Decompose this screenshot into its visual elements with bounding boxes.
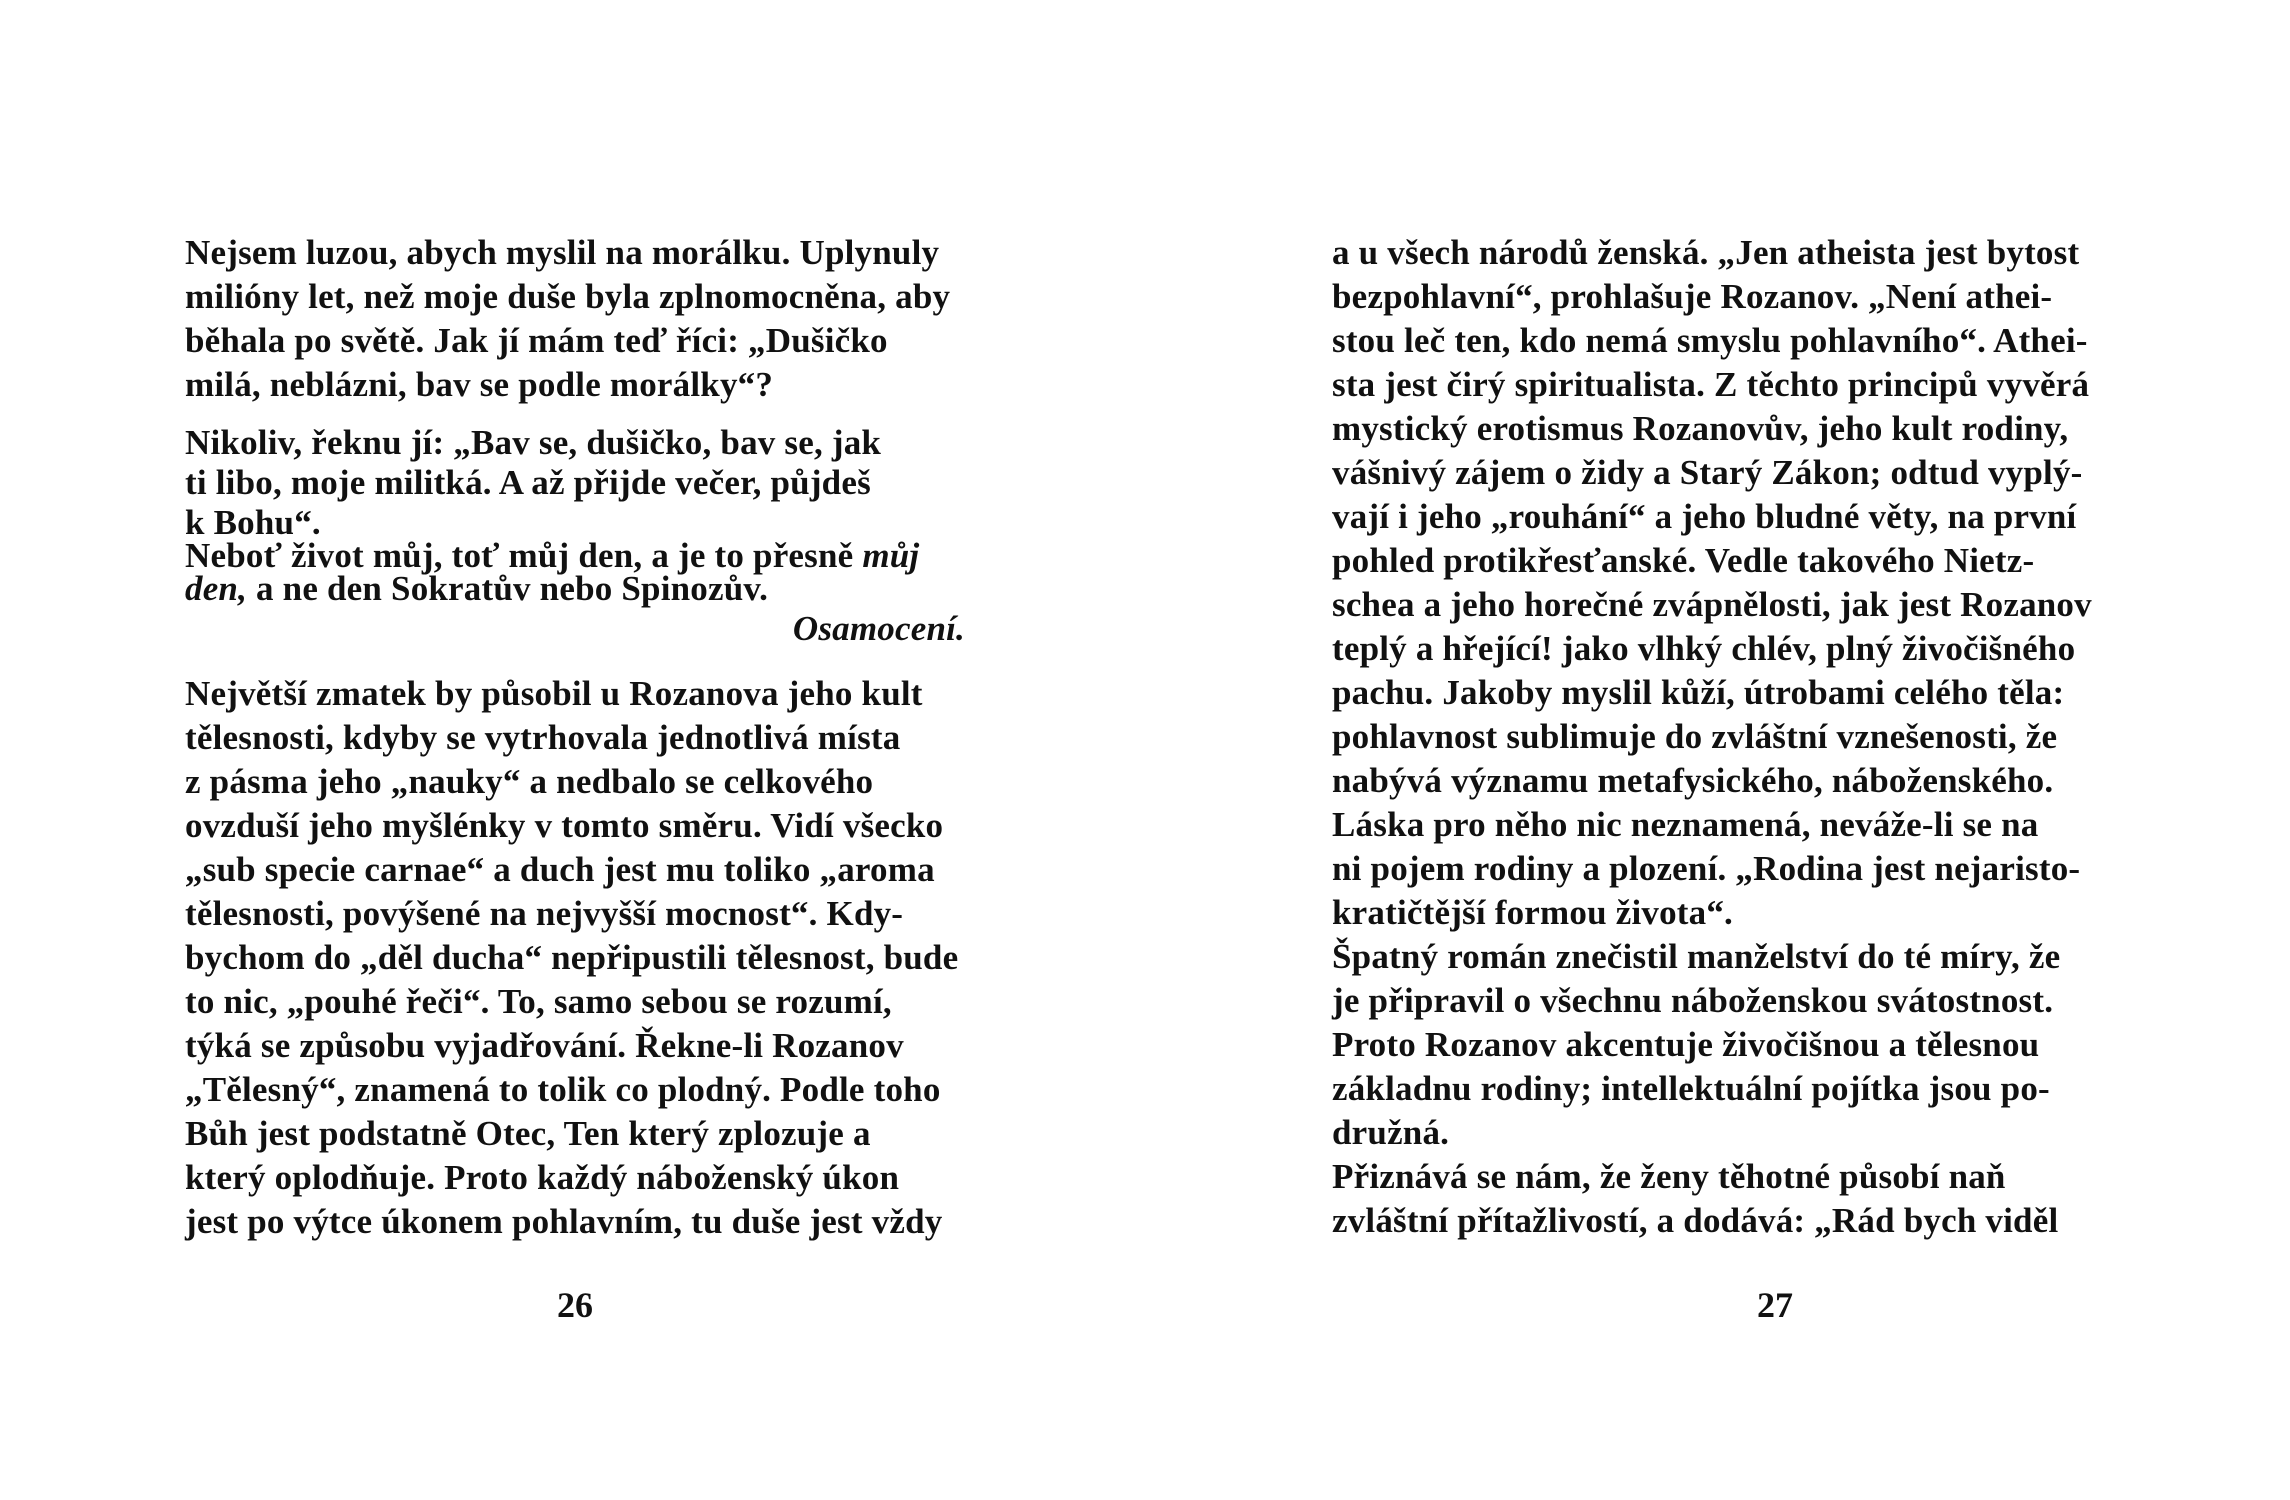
text-line: družná. — [1332, 1113, 1450, 1152]
text-line: ovzduší jeho myšlénky v tomto směru. Vidí všecko — [185, 806, 944, 845]
text-line: bychom do „děl ducha“ nepřipustili tělesnost, bude — [185, 938, 959, 977]
text-line: Bůh jest podstatně Otec, Ten který zplozuje a — [185, 1114, 871, 1153]
text-line: ti libo, moje militká. A až přijde večer, půjdeš — [185, 463, 871, 502]
text-line: a u všech národů ženská. „Jen atheista jest bytost — [1332, 233, 2080, 272]
text-segment: a ne den Sokratův nebo Spinozův. — [247, 569, 769, 608]
text-line: stou leč ten, kdo nemá smyslu pohlavního“. Athei- — [1332, 321, 2088, 360]
text-line: schea a jeho horečné zvápnělosti, jak jest Rozanov — [1332, 585, 2092, 624]
text-line: milióny let, než moje duše byla zplnomocněna, aby — [185, 277, 951, 316]
text-line: kratičtější formou života“. — [1332, 893, 1733, 932]
text-segment: Neboť život můj, toť můj den, a je to přesně — [185, 536, 863, 575]
text-line: je připravil o všechnu náboženskou svátostnost. — [1332, 981, 2054, 1020]
text-line — [185, 567, 768, 611]
text-line: týká se způsobu vyjadřování. Řekne-li Rozanov — [185, 1026, 904, 1065]
page-number: 27 — [1757, 1285, 1793, 1325]
page-number: 26 — [557, 1285, 593, 1325]
text-line: Proto Rozanov akcentuje živočišnou a tělesnou — [1332, 1025, 2040, 1064]
emphasis-word: můj — [862, 536, 920, 575]
text-line: Nikoliv, řeknu jí: „Bav se, dušičko, bav se, jak — [185, 423, 882, 462]
text-line: Přiznává se nám, že ženy těhotné působí naň — [1332, 1157, 2006, 1196]
text-line: Nejsem luzou, abych myslil na morálku. Uplynuly — [185, 233, 940, 272]
text-line: Špatný román znečistil manželství do té míry, že — [1332, 937, 2061, 976]
text-line: k Bohu“. — [185, 503, 321, 542]
text-line: mystický erotismus Rozanovův, jeho kult rodiny, — [1332, 409, 2069, 448]
text-line: pachu. Jakoby myslil kůží, útrobami celého těla: — [1332, 673, 2065, 712]
text-line: vášnivý zájem o židy a Starý Zákon; odtud vyplý- — [1332, 453, 2083, 492]
text-line: ni pojem rodiny a plození. „Rodina jest nejaristo- — [1332, 849, 2081, 888]
text-line: jest po výtce úkonem pohlavním, tu duše jest vždy — [185, 1202, 943, 1241]
text-line: z pásma jeho „nauky“ a nedbalo se celkového — [185, 762, 874, 801]
text-line: základnu rodiny; intellektuální pojítka jsou po- — [1332, 1069, 2050, 1108]
text-line: tělesnosti, kdyby se vytrhovala jednotlivá místa — [185, 718, 901, 757]
text-line: teplý a hřející! jako vlhký chlév, plný živočišného — [1332, 629, 2076, 668]
text-line: sta jest čirý spiritualista. Z těchto principů vyvěrá — [1332, 365, 2090, 404]
text-line: nabývá významu metafysického, náboženského. — [1332, 761, 2054, 800]
text-line: Láska pro něho nic neznamená, neváže-li se na — [1332, 805, 2039, 844]
text-line: tělesnosti, povýšené na nejvyšší mocnost“. Kdy- — [185, 894, 904, 933]
emphasis-word: den, — [185, 569, 248, 608]
text-line: zvláštní přítažlivostí, a dodává: „Rád bych viděl — [1332, 1201, 2059, 1240]
source-attribution: Osamocení. — [792, 609, 965, 648]
text-line: milá, neblázni, bav se podle morálky“? — [185, 365, 774, 404]
text-line: to nic, „pouhé řeči“. To, samo sebou se rozumí, — [185, 982, 892, 1021]
text-line: pohled protikřesťanské. Vedle takového Nietz- — [1332, 541, 2035, 580]
text-line: vají i jeho „rouhání“ a jeho bludné věty, na první — [1332, 497, 2077, 536]
text-line: pohlavnost sublimuje do zvláštní vznešenosti, že — [1332, 717, 2058, 756]
text-line: „Tělesný“, znamená to tolik co plodný. Podle toho — [185, 1070, 941, 1109]
text-line: který oplodňuje. Proto každý náboženský úkon — [185, 1158, 900, 1197]
text-line: „sub specie carnae“ a duch jest mu toliko „aroma — [185, 850, 935, 889]
text-line: bezpohlavní“, prohlašuje Rozanov. „Není athei- — [1332, 277, 2053, 316]
right-page — [1145, 0, 2290, 1500]
text-line: Největší zmatek by působil u Rozanova jeho kult — [185, 674, 923, 713]
text-line: běhala po světě. Jak jí mám teď říci: „Dušičko — [185, 321, 888, 360]
